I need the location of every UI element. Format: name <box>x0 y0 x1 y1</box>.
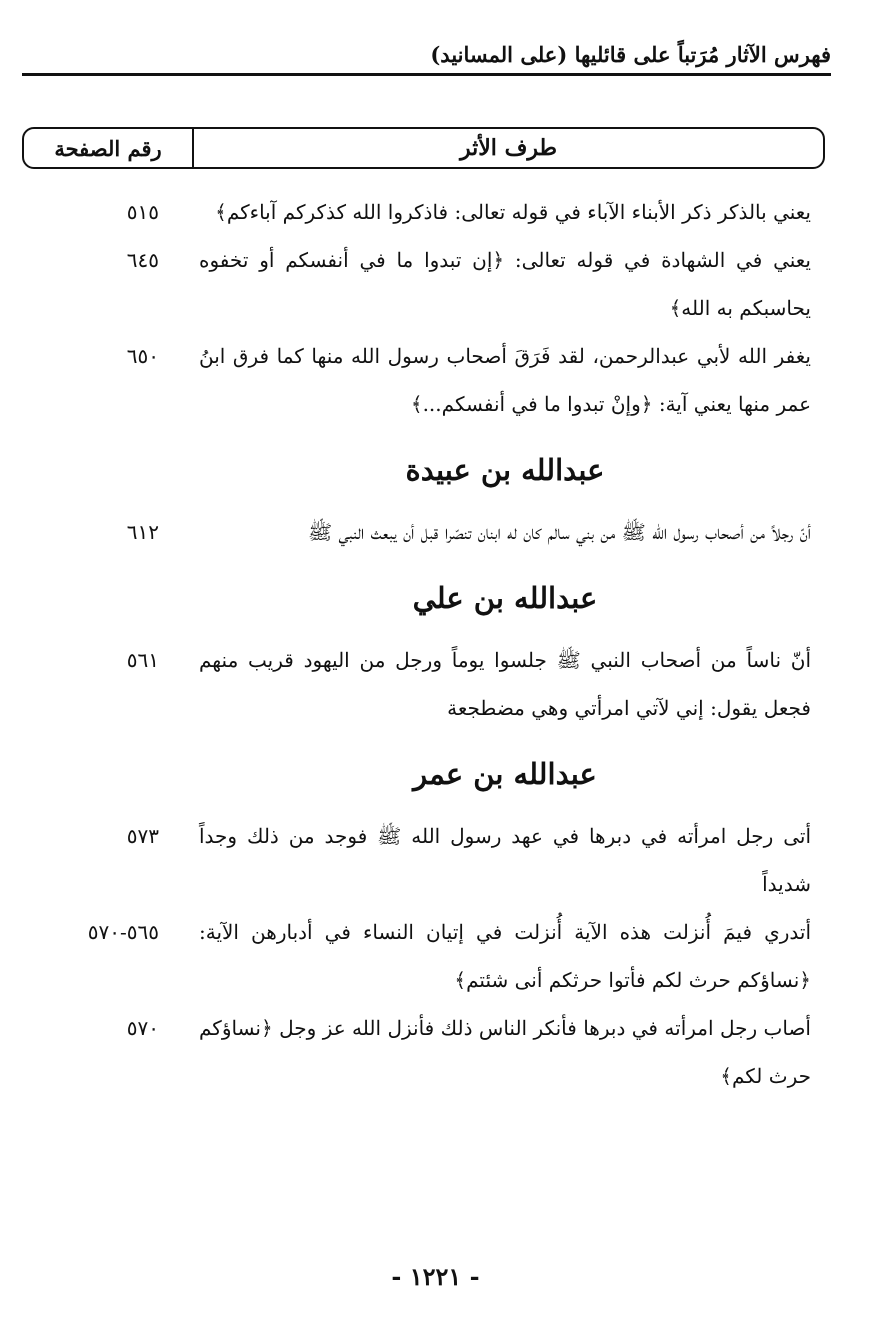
entry-text: يغفر الله لأبي عبدالرحمن، لقد فَرَقَ أصحاب رسول الله منها كما فرق ابنُ عمر منها يعني آية: ﴿وإنْ تبدوا ما في أنفسكم...﴾ <box>199 344 811 416</box>
section-title-ali: عبدالله بن علي <box>412 581 598 615</box>
index-entry <box>40 1004 811 1100</box>
entry-page-number: ٦١٢ <box>126 520 159 544</box>
index-entry <box>40 332 811 428</box>
index-entry <box>40 188 811 236</box>
index-entry <box>40 636 811 732</box>
entry-text: يعني بالذكر ذكر الأبناء الآباء في قوله تعالى: فاذكروا الله كذكركم آباءكم﴾ <box>215 200 811 224</box>
header-rule <box>22 73 831 76</box>
section-title-ubaida: عبدالله بن عبيدة <box>405 453 605 487</box>
entry-page-number: ٥٧٣ <box>126 824 159 848</box>
column-header-box <box>22 127 825 169</box>
entry-page-number: ٦٤٥ <box>126 248 159 272</box>
index-entry <box>40 812 811 908</box>
index-entry <box>40 236 811 332</box>
section-title-umar: عبدالله بن عمر <box>413 757 597 791</box>
index-entry <box>40 508 811 556</box>
entry-page-number: ٥٧٠ <box>126 1016 159 1040</box>
entry-text: أصاب رجل امرأته في دبرها فأنكر الناس ذلك فأنزل الله عز وجل ﴿نساؤكم حرث لكم﴾ <box>199 1016 811 1088</box>
page-number-footer: - ١٢٢١ - <box>391 1262 480 1291</box>
column-header-page: رقم الصفحة <box>24 129 194 167</box>
entry-text: أتدري فيمَ أُنزلت هذه الآية أُنزلت في إتيان النساء في أدبارهن الآية: ﴿نساؤكم حرث لكم فأتوا حرثكم أنى شئتم﴾ <box>199 920 811 992</box>
entry-text: أنّ رجلاً من أصحاب رسول الله ﷺ من بني سالم كان له ابنان تنصّرا قبل أن يبعث النبي ﷺ <box>307 520 811 544</box>
column-header-atar: طرف الأثر <box>459 135 558 161</box>
entry-page-number: ٥٦١ <box>126 648 159 672</box>
entry-page-number: ٥١٥ <box>126 200 159 224</box>
entry-page-number: ٥٦٥-٥٧٠ <box>87 920 159 944</box>
index-entry <box>40 908 811 1004</box>
entry-text: أتى رجل امرأته في دبرها في عهد رسول الله ﷺ فوجد من ذلك وجداً شديداً <box>199 824 811 896</box>
index-content <box>40 188 811 1100</box>
entry-text: أنّ ناساً من أصحاب النبي ﷺ جلسوا يوماً ورجل من اليهود قريب منهم فجعل يقول: إني لآتي امرأتي وهي مضطجعة <box>199 648 811 720</box>
entry-page-number: ٦٥٠ <box>126 344 159 368</box>
entry-text: يعني في الشهادة في قوله تعالى: ﴿إن تبدوا ما في أنفسكم أو تخفوه يحاسبكم به الله﴾ <box>199 248 811 320</box>
running-header: فهرس الآثار مُرَتباً على قائليها (على المسانيد) <box>430 42 831 67</box>
